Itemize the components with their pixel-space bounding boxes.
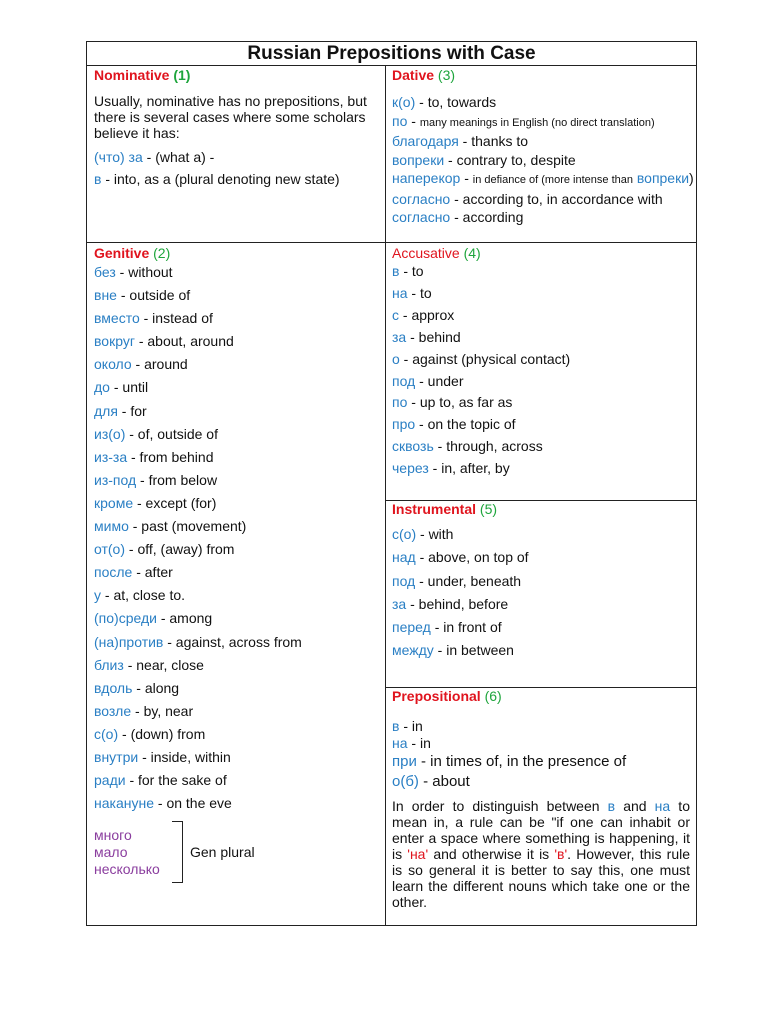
list-item: вместо - instead of <box>94 310 213 327</box>
list-item: с - approx <box>392 306 455 323</box>
list-item: ради - for the sake of <box>94 772 227 789</box>
gen-plural-group <box>94 827 379 889</box>
quantifier: много <box>94 827 132 844</box>
list-item: без - without <box>94 264 173 280</box>
list-item: до - until <box>94 379 149 396</box>
list-item: вне - outside of <box>94 287 191 304</box>
list-item: у - at, close to. <box>94 587 186 604</box>
list-item: из-за - from behind <box>94 448 214 465</box>
list-item: согласно - according <box>392 209 524 225</box>
nominative-cell <box>94 66 379 190</box>
list-item: (по)среди - among <box>94 610 213 627</box>
list-item: по - many meanings in English (no direct translation) <box>392 112 655 129</box>
list-item: к(о) - to, towards <box>392 94 497 110</box>
dative-heading: Dative (3) <box>392 67 456 83</box>
gen-plural-label: Gen plural <box>190 844 255 861</box>
list-item: от(о) - off, (away) from <box>94 541 235 558</box>
list-item: вокруг - about, around <box>94 333 234 350</box>
quantifier: мало <box>94 844 128 861</box>
list-item: над - above, on top of <box>392 549 529 566</box>
list-item: под - under <box>392 372 464 389</box>
list-item: перед - in front of <box>392 619 502 636</box>
list-item: за - behind, before <box>392 595 509 612</box>
list-item: близ - near, close <box>94 656 204 673</box>
list-item: после - after <box>94 564 173 581</box>
list-item: (что) за - (what a) - <box>94 149 215 165</box>
list-item: через - in, after, by <box>392 460 510 477</box>
list-item: сквозь - through, across <box>392 438 543 455</box>
list-item: вопреки - contrary to, despite <box>392 151 576 168</box>
genitive-cell <box>94 243 379 889</box>
list-item: на - to <box>392 284 432 301</box>
column-divider <box>385 66 386 926</box>
list-item: мимо - past (movement) <box>94 518 247 535</box>
bracket <box>172 821 183 883</box>
list-item: о - against (physical contact) <box>392 350 571 367</box>
list-item: за - behind <box>392 328 461 345</box>
page-title: Russian Prepositions with Case <box>87 42 696 66</box>
accusative-heading: Accusative (4) <box>392 245 481 261</box>
list-item: под - under, beneath <box>392 572 522 589</box>
list-item: наперекор - in defiance of (more intense than вопреки) <box>392 170 694 186</box>
list-item: накануне - on the eve <box>94 795 232 812</box>
list-item: с(о) - (down) from <box>94 725 206 742</box>
nominative-heading: Nominative (1) <box>94 67 191 83</box>
dative-cell <box>392 66 692 227</box>
accusative-cell <box>392 243 692 480</box>
list-item: в - in <box>392 718 423 734</box>
instrumental-cell <box>392 501 692 663</box>
list-item: возле - by, near <box>94 702 194 719</box>
list-item: о(б) - about <box>392 773 470 790</box>
list-item: благодаря - thanks to <box>392 133 529 149</box>
list-item: из(о) - of, outside of <box>94 425 218 442</box>
list-item: согласно - according to, in accordance with <box>392 190 663 207</box>
list-item: вдоль - along <box>94 679 180 696</box>
genitive-heading: Genitive (2) <box>94 245 171 261</box>
nominative-intro: Usually, nominative has no prepositions, but there is several cases where some scholars believe it has: <box>94 93 367 141</box>
prepositional-cell <box>392 688 692 910</box>
list-item: внутри - inside, within <box>94 748 231 765</box>
list-item: при - in times of, in the presence of <box>392 753 627 770</box>
list-item: между - in between <box>392 642 514 659</box>
list-item: по - up to, as far as <box>392 394 513 411</box>
list-item: в - to <box>392 263 424 279</box>
list-item: около - around <box>94 356 188 373</box>
list-item: (на)против - against, across from <box>94 633 302 650</box>
list-item: на - in <box>392 735 431 751</box>
list-item: для - for <box>94 402 147 419</box>
list-item: кроме - except (for) <box>94 494 217 511</box>
prepositions-table <box>86 41 697 926</box>
instrumental-heading: Instrumental (5) <box>392 501 498 517</box>
quantifier: несколько <box>94 861 160 878</box>
list-item: из-под - from below <box>94 471 218 488</box>
list-item: про - on the topic of <box>392 416 516 433</box>
list-item: с(о) - with <box>392 526 454 542</box>
prepositional-heading: Prepositional (6) <box>392 688 502 704</box>
list-item: в - into, as a (plural denoting new state) <box>94 171 340 187</box>
prepositional-note: In order to distinguish between в and на to mean in, a rule can be "if one can inhabit or enter a space where something is happening, it is 'на' and otherwise it is 'в'. However, this rule is so general it is better to say this, one must learn the different nouns which take one or the other. <box>392 798 690 910</box>
